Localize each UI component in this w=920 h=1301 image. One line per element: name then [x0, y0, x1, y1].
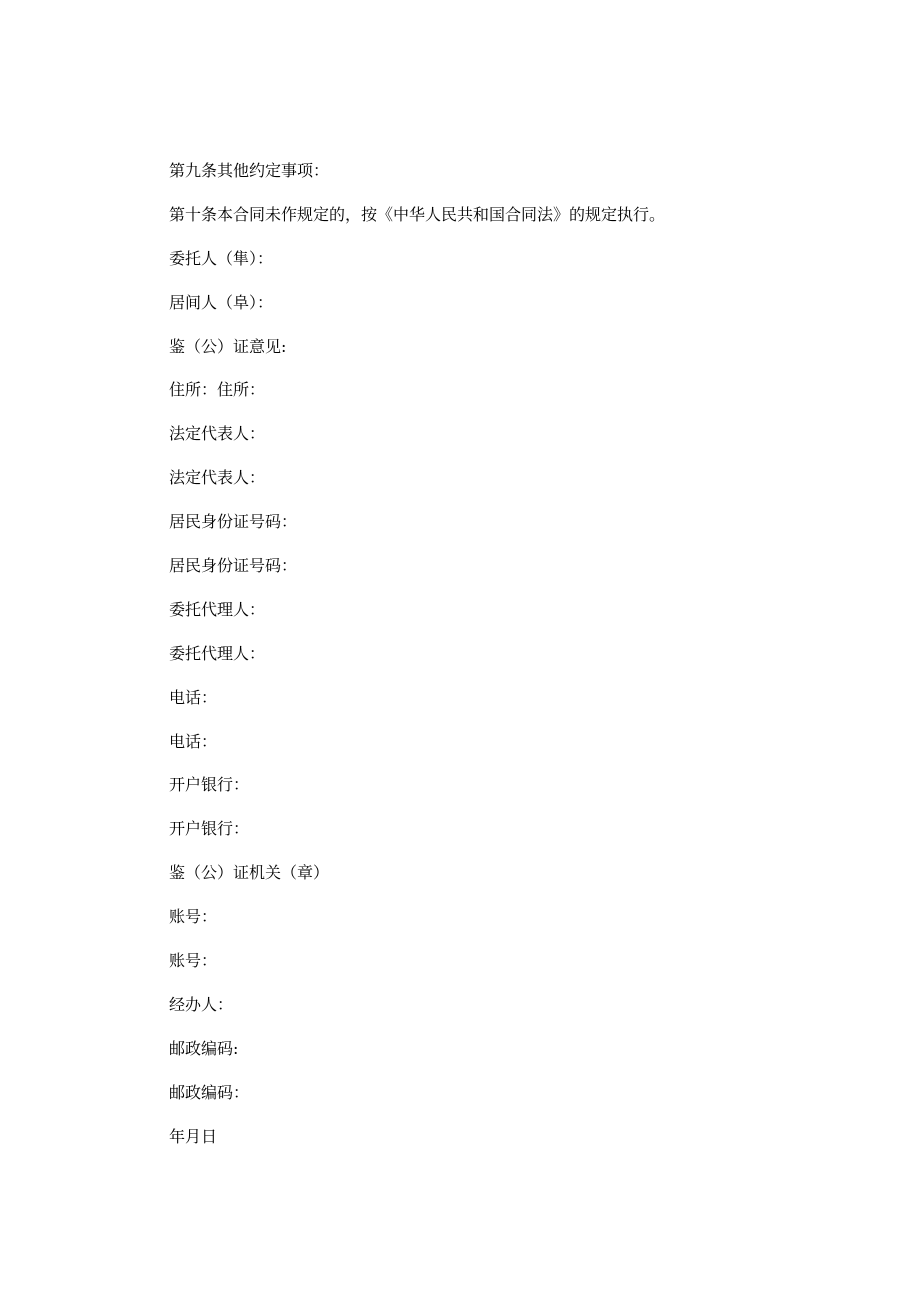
account-label: 账号：: [169, 907, 218, 927]
document-body: [169, 157, 869, 1166]
address-label: 住所：住所：: [169, 380, 266, 400]
phone-label: 电话：: [169, 687, 218, 707]
postal-code-label: 邮政编码:: [169, 1038, 239, 1058]
bank-label: 开户银行：: [169, 775, 250, 795]
handler-label: 经办人：: [169, 994, 234, 1014]
clause-10: 第十条本合同未作规定的，按《中华人民共和国合同法》的规定执行。: [169, 204, 666, 224]
phone-label: 电话：: [169, 731, 218, 751]
legal-representative-label: 法定代表人：: [169, 468, 266, 488]
id-number-label: 居民身份证号码：: [169, 556, 298, 576]
notary-opinion-label: 鉴（公）证意见:: [169, 336, 287, 356]
client-signature-label: 委托人（隼）：: [169, 248, 274, 268]
intermediary-signature-label: 居间人（阜）：: [169, 292, 274, 312]
date-label: 年月日: [169, 1126, 218, 1146]
notary-office-seal-label: 鉴（公）证机关（章）: [169, 863, 330, 883]
postal-code-label: 邮政编码：: [169, 1082, 250, 1102]
clause-9: 第九条其他约定事项：: [169, 161, 330, 180]
agent-label: 委托代理人：: [169, 643, 266, 663]
agent-label: 委托代理人：: [169, 599, 266, 619]
account-label: 账号：: [169, 951, 218, 971]
legal-representative-label: 法定代表人：: [169, 424, 266, 444]
id-number-label: 居民身份证号码：: [169, 512, 298, 532]
bank-label: 开户银行：: [169, 819, 250, 839]
